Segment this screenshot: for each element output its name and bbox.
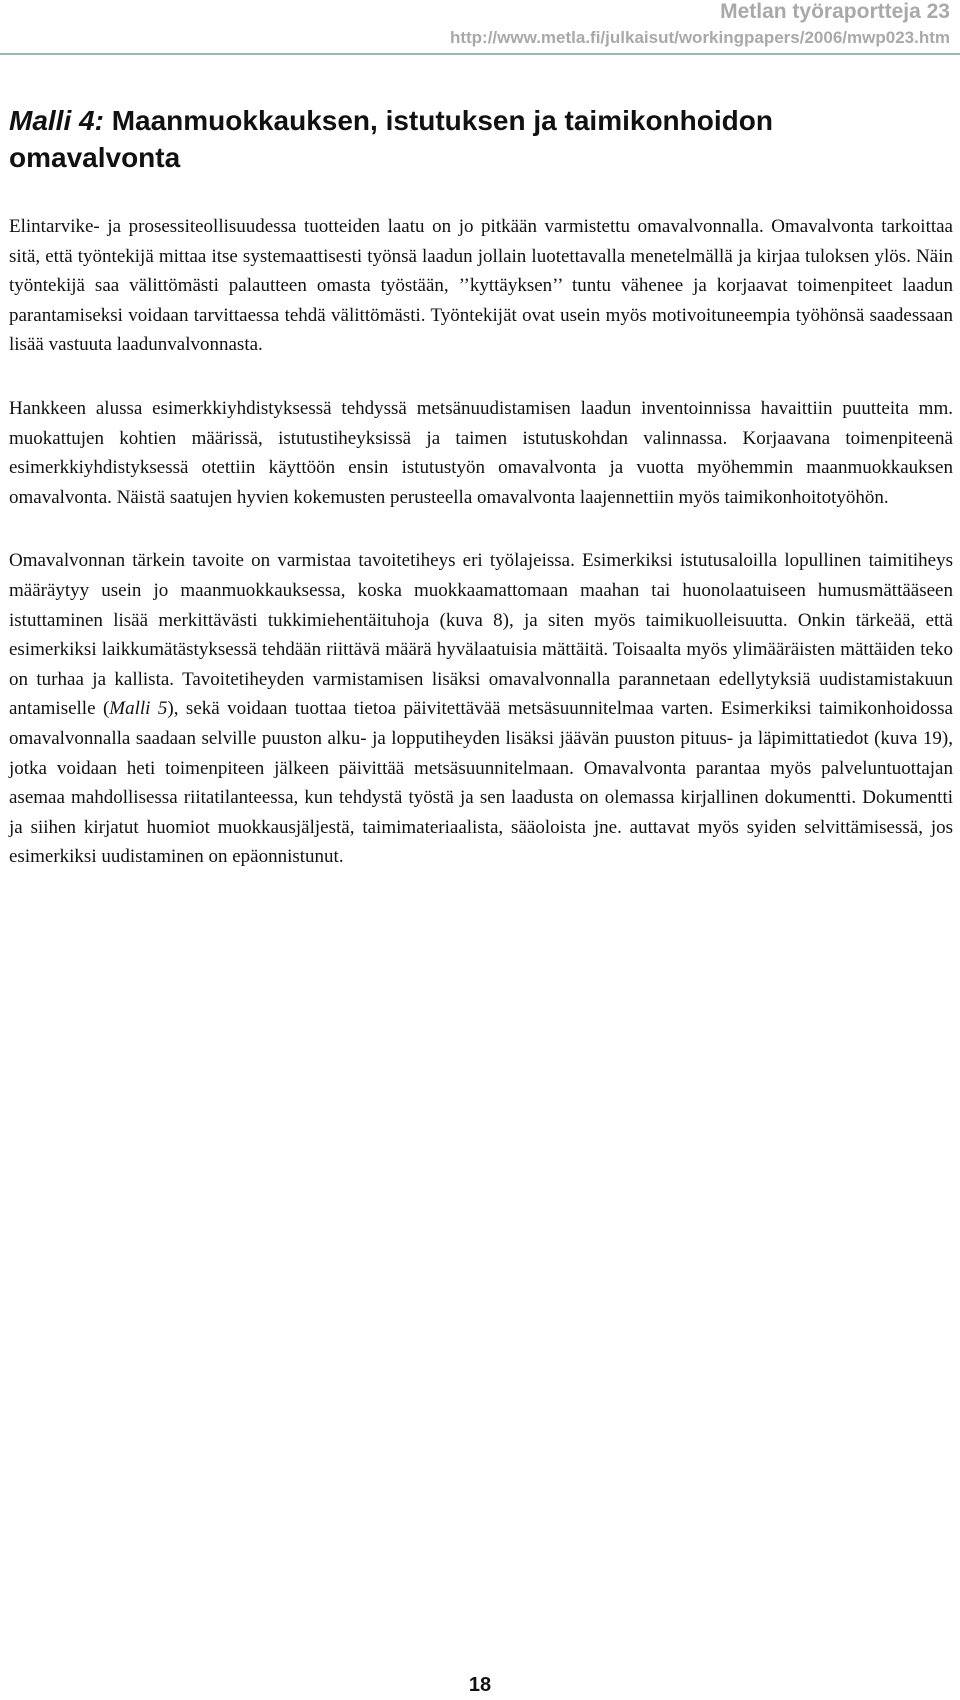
header-url: http://www.metla.fi/julkaisut/workingpapers/2006/mwp023.htm	[449, 28, 950, 47]
page-header	[450, 0, 950, 52]
paragraph-3	[9, 546, 953, 872]
section-title	[9, 102, 909, 176]
section-title-prefix: Malli 4:	[9, 105, 104, 136]
paragraph-3-text-b: ), sekä voidaan tuottaa tietoa päivitettävää metsäsuunnitelmaa varten. Esimerkiksi taimikonhoidossa omavalvonnalla saadaan selville puuston alku- ja lopputiheyden lisäksi jäävän puuston pituus- ja läpimittatiedot (kuva 19), jotka voidaan heti toimenpiteen jälkeen päivittää metsäsuunnitelmaan. Omavalvonta parantaa myös palveluntuottajan asemaa mahdollisessa riitatilanteessa, kun tehdystä työstä ja sen laadusta on olemassa kirjallinen dokumentti. Dokumentti ja siihen kirjatut huomiot muokkausjäljestä, taimimateriaalista, sääoloista jne. auttavat myös syiden selvittämisessä, jos esimerkiksi uudistaminen on epäonnistunut.	[9, 698, 953, 868]
section-title-text: Maanmuokkauksen, istutuksen ja taimikonhoidon omavalvonta	[9, 105, 773, 173]
body-text	[9, 212, 953, 906]
paragraph-1: Elintarvike- ja prosessiteollisuudessa tuotteiden laatu on jo pitkään varmistettu omavalvonnalla. Omavalvonta tarkoittaa sitä, että työntekijä mittaa itse systemaattisesti työnsä laadun jollain luotettavalla menetelmällä ja kirjaa tuloksen ylös. Näin työntekijä saa välittömästi palautteen omasta työstään, ’’kyttäyksen’’ tuntu vähenee ja korjaavat toimenpiteet laadun parantamiseksi voidaan tarvittaessa tehdä välittömästi. Työntekijät ovat usein myös motivoituneempia työhönsä saadessaan lisää vastuuta laadunvalvonnasta.	[9, 216, 953, 356]
paragraph-3-text-a: Omavalvonnan tärkein tavoite on varmistaa tavoitetiheys eri työlajeissa. Esimerkiksi istutusaloilla lopullinen taimitiheys määräytyy usein jo maanmuokkauksessa, koska muokkaamattomaan maahan tai huonolaatuiseen humusmättääseen istuttaminen lisää merkittävästi tukkimiehentäituhoja (kuva 8), ja siten myös taimikuolleisuutta. Onkin tärkeää, että esimerkiksi laikkumätästyksessä tehdään riittävä määrä hyvälaatuisia mättäitä. Toisaalta myös ylimääräisten mättäiden teko on turhaa ja kallista. Tavoitetiheyden varmistamisen lisäksi omavalvonnalla parannetaan edellytyksiä uudistamistakuun antamiselle (	[9, 550, 953, 720]
header-divider	[0, 53, 960, 55]
series-title: Metlan työraportteja 23	[720, 0, 950, 23]
paragraph-2: Hankkeen alussa esimerkkiyhdistyksessä tehdyssä metsänuudistamisen laadun inventoinnissa havaittiin puutteita mm. muokattujen kohtien määrissä, istutustiheyksissä ja taimen istutuskohdan valinnassa. Korjaavana toimenpiteenä esimerkkiyhdistyksessä otettiin käyttöön ensin istutustyön omavalvonta ja vuotta myöhemmin maanmuokkauksen omavalvonta. Näistä saatujen hyvien kokemusten perusteella omavalvonta laajennettiin myös taimikonhoitotyöhön.	[9, 397, 953, 508]
paragraph-3-model-ref: Malli 5	[109, 698, 168, 720]
page-number: 18	[468, 1674, 492, 1696]
